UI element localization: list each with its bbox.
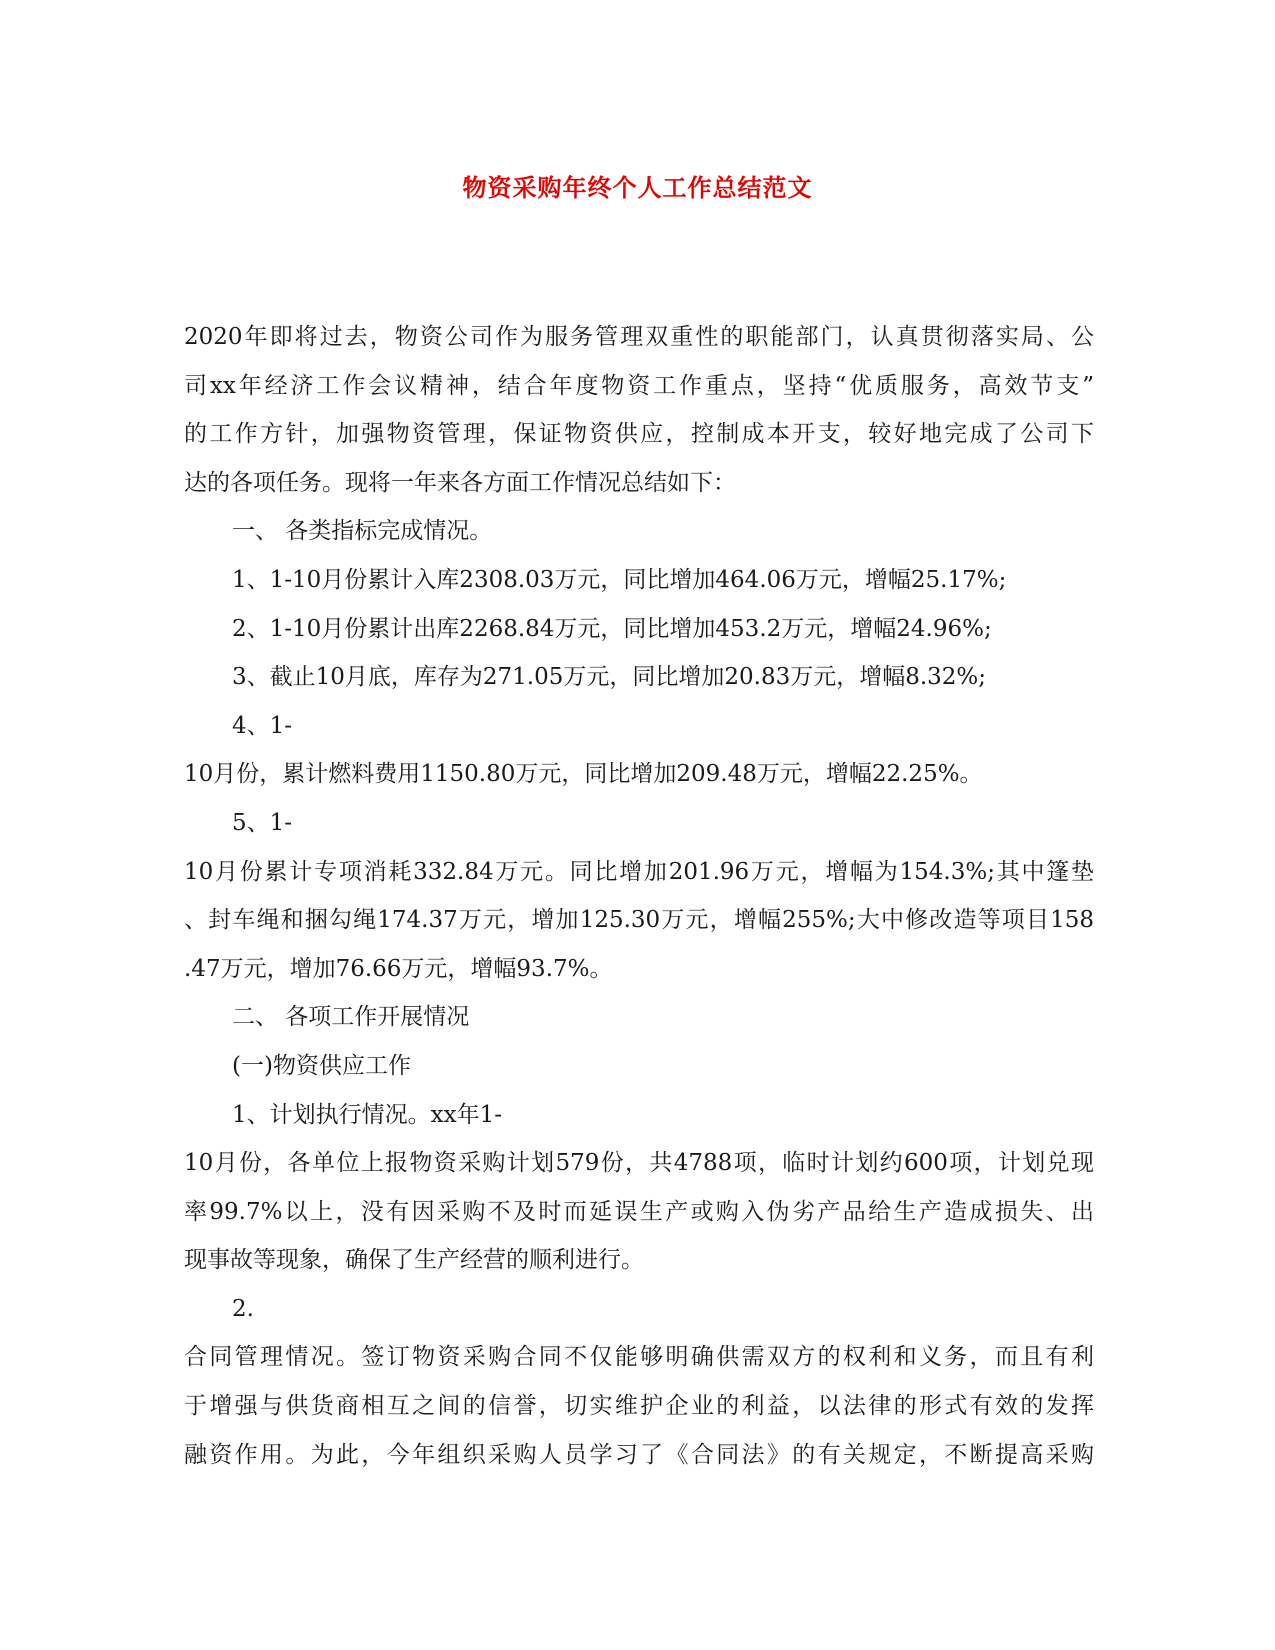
body-line: 率99.7%以上，没有因采购不及时而延误生产或购入伪劣产品给生产造成损失、出 [184,1198,1094,1225]
body-line: 2. [232,1295,254,1322]
body-line: 二、 各项工作开展情况 [232,1004,470,1031]
body-line: 1、计划执行情况。xx年1- [232,1101,502,1128]
body-line: 5、1- [232,809,293,836]
document-body [184,313,1094,1479]
body-line: 融资作用。为此，今年组织采购人员学习了《合同法》的有关规定，不断提高采购 [184,1441,1094,1468]
body-line: 2020年即将过去，物资公司作为服务管理双重性的职能部门，认真贯彻落实局、公 [184,324,1094,350]
body-line: 、封车绳和捆勾绳174.37万元，增加125.30万元，增幅255%;大中修改造等项目158 [184,907,1094,934]
body-line: 司xx年经济工作会议精神，结合年度物资工作重点，坚持“优质服务，高效节支” [184,372,1094,399]
body-line: 2、1-10月份累计出库2268.84万元，同比增加453.2万元，增幅24.96%; [232,615,992,642]
body-line: 一、 各类指标完成情况。 [232,518,493,545]
body-line: 4、1- [232,712,293,739]
body-line: 合同管理情况。签订物资采购合同不仅能够明确供需双方的权利和义务，而且有利 [184,1344,1094,1371]
body-line: 1、1-10月份累计入库2308.03万元，同比增加464.06万元，增幅25.17%; [232,566,1007,593]
body-line: (一)物资供应工作 [232,1052,411,1079]
body-line: 于增强与供货商相互之间的信誉，切实维护企业的利益，以法律的形式有效的发挥 [184,1393,1094,1420]
body-line: 的工作方针，加强物资管理，保证物资供应，控制成本开支，较好地完成了公司下 [184,421,1094,448]
body-line: 10月份累计专项消耗332.84万元。同比增加201.96万元，增幅为154.3%;其中篷垫 [184,858,1094,885]
body-line: 现事故等现象，确保了生产经营的顺利进行。 [184,1247,644,1274]
body-line: 10月份，累计燃料费用1150.80万元，同比增加209.48万元，增幅22.25%。 [184,761,983,788]
document-title: 物资采购年终个人工作总结范文 [462,173,813,202]
body-line: .47万元，增加76.66万元，增幅93.7%。 [184,955,613,982]
body-line: 3、截止10月底，库存为271.05万元，同比增加20.83万元，增幅8.32%; [232,664,987,691]
body-line: 达的各项任务。现将一年来各方面工作情况总结如下： [184,469,736,496]
body-line: 10月份，各单位上报物资采购计划579份，共4788项，临时计划约600项，计划兑现 [184,1150,1094,1177]
